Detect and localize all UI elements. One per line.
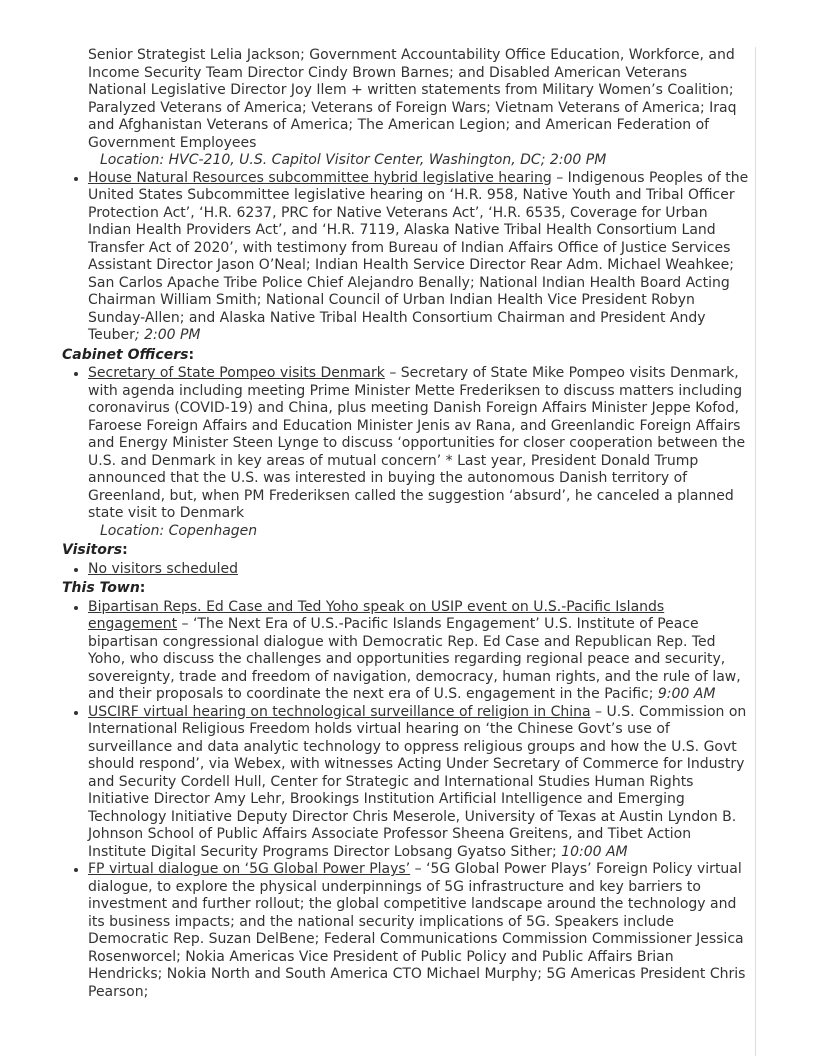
congress-list bbox=[62, 170, 755, 345]
list-item bbox=[88, 861, 755, 1001]
item-description: – U.S. Commission on International Religious Freedom holds virtual hearing on ‘the Chinese Govt’s use of surveillance and data analytic technology to oppress religious groups and how the U.S. Govt should respond’, via Webex, with witnesses Acting Under Secretary of Commerce for Industry and Security Cordell Hull, Center for Strategic and International Studies Human Rights Initiative Director Amy Lehr, Brookings Institution Artificial Intelligence and Emerging Technology Initiative Deputy Director Chris Meserole, University of Texas at Austin Lyndon B. Johnson School of Public Affairs Associate Professor Sheena Greitens, and Tibet Action Institute Digital Security Programs Director Lobsang Gyatso Sither; bbox=[88, 703, 747, 860]
natural-resources-hearing-link[interactable]: House Natural Resources subcommittee hybrid legislative hearing bbox=[88, 169, 552, 186]
list-item bbox=[88, 561, 755, 579]
list-item bbox=[88, 599, 755, 704]
document-page bbox=[62, 47, 756, 1056]
continued-paragraph: Senior Strategist Lelia Jackson; Government Accountability Office Education, Workforce, and Income Security Team Director Cindy Brown Barnes; and Disabled American Veterans National Legislative Director Joy Ilem + written statements from Military Women’s Coalition; Paralyzed Veterans of America; Veterans of Foreign Wars; Vietnam Veterans of America; Iraq and Afghanistan Veterans of America; The American Legion; and American Federation of Government Employees bbox=[88, 47, 737, 151]
this-town-list bbox=[62, 599, 755, 1002]
item-description: – Secretary of State Mike Pompeo visits Denmark, with agenda including meeting Prime Minister Mette Frederiksen to discuss matters including coronavirus (COVID-19) and China, plus meeting Danish Foreign Affairs Minister Jeppe Kofod, Faroese Foreign Affairs and Education Minister Jenis av Rana, and Greenlandic Foreign Affairs and Energy Minister Steen Lynge to discuss ‘opportunities for closer cooperation between the U.S. and Denmark in key areas of mutual concern’ * Last year, President Donald Trump announced that the U.S. was interested in buying the autonomous Danish territory of Greenland, but, when PM Frederiksen called the suggestion ‘absurd’, he canceled a planned state visit to Denmark bbox=[88, 365, 746, 521]
list-item bbox=[88, 704, 755, 862]
visitors-list bbox=[62, 561, 755, 579]
fp-5g-dialogue-link[interactable]: FP virtual dialogue on ‘5G Global Power Plays’ bbox=[88, 861, 411, 877]
cabinet-location: Location: Copenhagen bbox=[100, 522, 258, 539]
section-heading-visitors: Visitors: bbox=[62, 542, 128, 558]
item-time: 9:00 AM bbox=[657, 686, 716, 702]
list-item bbox=[88, 170, 755, 345]
section-heading-this-town: This Town: bbox=[62, 580, 146, 596]
continued-location: Location: HVC-210, U.S. Capitol Visitor Center, Washington, DC; 2:00 PM bbox=[100, 152, 607, 168]
list-item bbox=[88, 365, 755, 523]
item-time: 10:00 AM bbox=[561, 843, 628, 860]
item-description: – ‘The Next Era of U.S.-Pacific Islands Engagement’ U.S. Institute of Peace bipartisan congressional dialogue with Democratic Rep. Ed Case and Republican Rep. Ted Yoho, who discuss the challenges and opportunities regarding regional peace and security, sovereignty, trade and freedom of navigation, democracy, human rights, and the rule of law, and their proposals to coordinate the next era of U.S. engagement in the Pacific; bbox=[88, 616, 741, 702]
usip-event-link[interactable]: Bipartisan Reps. Ed Case and Ted Yoho speak on USIP event on U.S.-Pacific Islands engagement bbox=[88, 598, 665, 632]
uscirf-hearing-link[interactable]: USCIRF virtual hearing on technological surveillance of religion in China bbox=[88, 703, 591, 720]
item-time: ; 2:00 PM bbox=[134, 327, 201, 343]
item-description: – ‘5G Global Power Plays’ Foreign Policy virtual dialogue, to explore the physical underpinnings of 5G infrastructure and key barriers to investment and further rollout; the global competitive landscape around the technology and its business impacts; and the national security implications of 5G. Speakers include Democratic Rep. Suzan DelBene; Federal Communications Commission Commissioner Jessica Rosenworcel; Nokia Americas Vice President of Public Policy and Public Affairs Brian Hendricks; Nokia North and South America CTO Michael Murphy; 5G Americas President Chris Pearson; bbox=[88, 861, 746, 1000]
cabinet-list bbox=[62, 365, 755, 523]
item-description: – Indigenous Peoples of the United States Subcommittee legislative hearing on ‘H.R. 958, Native Youth and Tribal Officer Protection Act’, ‘H.R. 6237, PRC for Native Veterans Act’, ‘H.R. 6535, Coverage for Urban Indian Health Providers Act’, and ‘H.R. 7119, Alaska Native Tribal Health Consortium Land Transfer Act of 2020’, with testimony from Bureau of Indian Affairs Office of Justice Services Assistant Director Jason O’Neal; Indian Health Service Director Rear Adm. Michael Weahkee; San Carlos Apache Tribe Police Chief Alejandro Benally; National Indian Health Board Acting Chairman William Smith; National Council of Urban Indian Health Vice President Robyn Sunday-Allen; and Alaska Native Tribal Health Consortium Chairman and President Andy Teuber bbox=[88, 169, 749, 343]
pompeo-denmark-link[interactable]: Secretary of State Pompeo visits Denmark bbox=[88, 365, 385, 381]
section-heading-cabinet: Cabinet Officers: bbox=[62, 346, 195, 363]
no-visitors-link[interactable]: No visitors scheduled bbox=[88, 560, 239, 577]
